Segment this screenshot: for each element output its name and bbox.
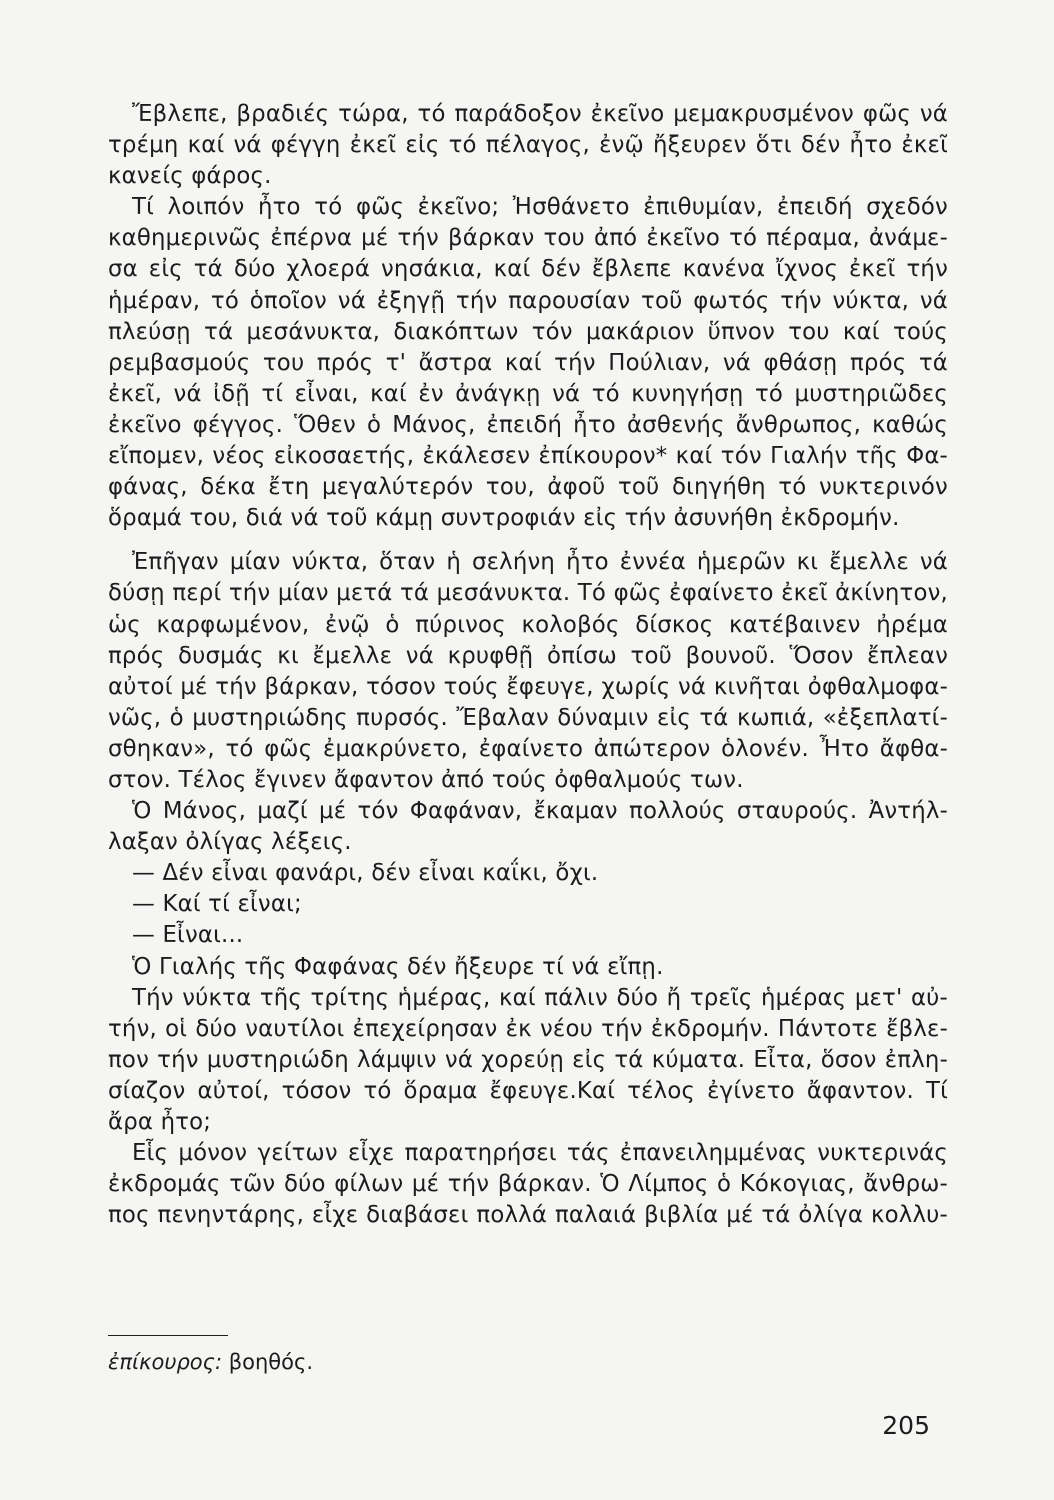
paragraph-group-2 [108,547,948,1231]
text-line: ἡμέραν, τό ὁποῖον νά ἐξηγῇ τήν παρουσίαν τοῦ φωτός τήν νύκτα, νά [108,287,948,314]
text-line: ἐκεῖ, νά ἰδῇ τί εἶναι, καί ἐν ἀνάγκῃ νά τό κυνηγήσῃ τό μυστηριῶδες [108,380,948,407]
text-line: στον. Τέλος ἔγινεν ἄφαντον ἀπό τούς ὀφθαλμούς των. [108,766,744,793]
text-line: δύσῃ περί τήν μίαν μετά τά μεσάνυκτα. Τό φῶς ἐφαίνετο ἐκεῖ ἀκίνητον, [108,580,948,607]
main-text [108,99,948,1231]
text-line: πρός δυσμάς κι ἔμελλε νά κρυφθῇ ὀπίσω τοῦ βουνοῦ. Ὅσον ἔπλεαν [108,642,948,669]
text-line: ὡς καρφωμένον, ἐνῷ ὁ πύρινος κολοβός δίσκος κατέβαινεν ἠρέμα [108,611,948,638]
text-line: καθημερινῶς ἐπέρνα μέ τήν βάρκαν του ἀπό ἐκεῖνο τό πέραμα, ἀνάμε- [108,225,948,252]
text-line: πον τήν μυστηριώδη λάμψιν νά χορεύῃ εἰς τά κύματα. Εἶτα, ὅσον ἐπλη- [108,1046,948,1073]
text-line: ἄρα ἦτο; [108,1109,212,1135]
text-line: — Εἶναι... [132,922,244,949]
text-line: τρέμη καί νά φέγγη ἐκεῖ εἰς τό πέλαγος, ἐνῷ ἤξευρεν ὅτι δέν ἦτο ἐκεῖ [108,132,948,159]
paragraph-group-1 [108,99,948,534]
text-line: Τήν νύκτα τῆς τρίτης ἡμέρας, καί πάλιν δύο ἤ τρεῖς ἡμέρας μετ' αὐ- [132,984,948,1011]
text-line: αὐτοί μέ τήν βάρκαν, τόσον τούς ἔφευγε, χωρίς νά κινῆται ὀφθαλμοφα- [108,673,948,700]
footnote [108,1348,313,1376]
text-line: ἐκδρομάς τῶν δύο φίλων μέ τήν βάρκαν. Ὁ Λίμπος ὁ Κόκογιας, ἄνθρω- [108,1171,948,1198]
text-line: Τί λοιπόν ἦτο τό φῶς ἐκεῖνο; Ἠσθάνετο ἐπιθυμίαν, ἐπειδή σχεδόν [132,194,948,221]
text-line: Ἐπῆγαν μίαν νύκτα, ὅταν ἡ σελήνη ἦτο ἐννέα ἡμερῶν κι ἔμελλε νά [132,549,948,576]
text-line: λαξαν ὀλίγας λέξεις. [108,829,352,856]
page-number: 205 [882,1411,930,1440]
text-line: σίαζον αὐτοί, τόσον τό ὅραμα ἔφευγε.Καί τέλος ἐγίνετο ἄφαντον. Τί [108,1077,948,1104]
text-line: ἐκεῖνο φέγγος. Ὅθεν ὁ Μάνος, ἐπειδή ἦτο ἀσθενής ἄνθρωπος, καθώς [108,411,948,438]
text-line: τήν, οἱ δύο ναυτίλοι ἐπεχείρησαν ἐκ νέου τήν ἐκδρομήν. Πάντοτε ἔβλε- [108,1015,948,1042]
footnote-term: ἐπίκουρος: [108,1350,223,1374]
text-line: Ὁ Μάνος, μαζί μέ τόν Φαφάναν, ἔκαμαν πολλούς σταυρούς. Ἀντήλ- [132,798,948,825]
text-line: ρεμβασμούς του πρός τ' ἄστρα καί τήν Πούλιαν, νά φθάσῃ πρός τά [108,349,948,376]
text-line: — Καί τί εἶναι; [132,891,302,918]
text-line: σα εἰς τά δύο χλοερά νησάκια, καί δέν ἔβλεπε κανένα ἴχνος ἐκεῖ τήν [108,256,948,283]
text-line: Εἷς μόνον γείτων εἶχε παρατηρήσει τάς ἐπανειλημμένας νυκτερινάς [132,1140,948,1167]
text-line: πος πενηντάρης, εἶχε διαβάσει πολλά παλαιά βιβλία μέ τά ὀλίγα κολλυ- [108,1202,948,1229]
text-line: Ἔβλεπε, βραδιές τώρα, τό παράδοξον ἐκεῖνο μεμακρυσμένον φῶς νά [132,101,948,127]
text-line: σθηκαν», τό φῶς ἐμακρύνετο, ἐφαίνετο ἀπώτερον ὁλονέν. Ἦτο ἄφθα- [108,735,948,762]
text-line: ὅραμά του, διά νά τοῦ κάμῃ συντροφιάν εἰς τήν ἀσυνήθη ἐκδρομήν. [108,505,900,532]
text-line: Ὁ Γιαλής τῆς Φαφάνας δέν ἤξευρε τί νά εἴπῃ. [132,953,664,980]
text-line: εἴπομεν, νέος εἰκοσαετής, ἐκάλεσεν ἐπίκουρον* καί τόν Γιαλήν τῆς Φα- [108,443,948,470]
text-line: νῶς, ὁ μυστηριώδης πυρσός. Ἔβαλαν δύναμιν εἰς τά κωπιά, «ἐξεπλατί- [108,704,948,731]
text-line: φάνας, δέκα ἔτη μεγαλύτερόν του, ἀφοῦ τοῦ διηγήθη τό νυκτερινόν [108,474,948,501]
footnote-rule [108,1335,228,1336]
text-line: πλεύσῃ τά μεσάνυκτα, διακόπτων τόν μακάριον ὕπνον του καί τούς [108,318,948,345]
footnote-definition: βοηθός. [222,1350,313,1374]
text-line: — Δέν εἶναι φανάρι, δέν εἶναι καΐκι, ὄχι. [132,860,599,887]
section-gap [108,534,948,547]
text-line: κανείς φάρος. [108,163,272,190]
